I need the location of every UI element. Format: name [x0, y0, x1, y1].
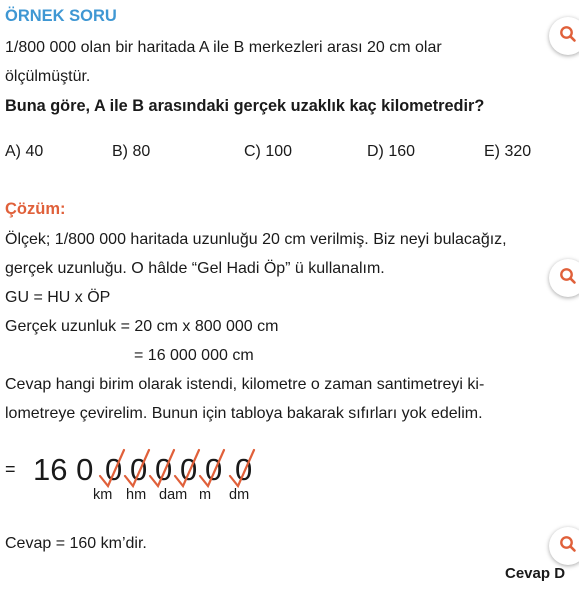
crossed-zero: 0 — [180, 452, 198, 487]
answer-text: Cevap = 160 km’dir. — [5, 535, 147, 552]
question-prompt: Buna göre, A ile B arasındaki gerçek uzaklık kaç kilometredir? — [5, 97, 485, 115]
unit-dam: dam — [159, 487, 188, 503]
search-icon — [559, 25, 577, 48]
paragraph-line-1: Cevap hangi birim olarak istendi, kilometre o zaman santimetreyi ki- — [5, 376, 485, 393]
formula: GU = HU x ÖP — [5, 289, 111, 306]
option-e: E) 320 — [484, 143, 532, 160]
solution-heading: Çözüm: — [5, 200, 66, 218]
crossed-zero: 0 — [130, 452, 148, 487]
crossed-zero: 0 — [205, 452, 223, 487]
strike-mark — [150, 450, 174, 486]
crossed-zero: 0 — [235, 452, 253, 487]
unit-hm: hm — [126, 487, 147, 503]
unit-m: m — [199, 487, 212, 503]
solution-line-2: gerçek uzunluğu. O hâlde “Gel Hadi Öp” ü kullanalım. — [5, 260, 385, 277]
calc-line-2: = 16 000 000 cm — [134, 347, 254, 364]
calc-line-1: Gerçek uzunluk = 20 cm x 800 000 cm — [5, 318, 279, 335]
answer-label: Cevap D — [505, 565, 566, 582]
strike-mark — [175, 450, 199, 486]
option-b: B) 80 — [112, 143, 151, 160]
equals-sign: = — [5, 459, 16, 479]
question-line-1: 1/800 000 olan bir haritada A ile B merkezleri arası 20 cm olar — [5, 39, 442, 56]
solution-line-1: Ölçek; 1/800 000 haritada uzunluğu 20 cm verilmiş. Biz neyi bulacağız, — [5, 231, 507, 248]
strike-mark — [200, 450, 224, 486]
search-button[interactable] — [549, 17, 579, 55]
option-d: D) 160 — [367, 143, 416, 160]
crossed-zero: 0 — [155, 452, 173, 487]
option-a: A) 40 — [5, 143, 44, 160]
strike-mark — [125, 450, 149, 486]
unit-dm: dm — [229, 487, 250, 503]
unit-km: km — [93, 487, 113, 503]
question-line-2: ölçülmüştür. — [5, 68, 91, 85]
search-button[interactable] — [549, 259, 579, 297]
number-lead: 16 0 — [33, 452, 94, 487]
paragraph-line-2: lometreye çevirelim. Bunun için tabloya bakarak sıfırları yok edelim. — [5, 405, 483, 422]
crossed-zero: 0 — [105, 452, 123, 487]
option-c: C) 100 — [244, 143, 293, 160]
search-button[interactable] — [549, 527, 579, 565]
search-icon — [559, 267, 577, 290]
strike-mark — [100, 450, 124, 486]
strike-mark — [230, 450, 254, 486]
search-icon — [559, 535, 577, 558]
question-heading: ÖRNEK SORU — [5, 7, 117, 25]
